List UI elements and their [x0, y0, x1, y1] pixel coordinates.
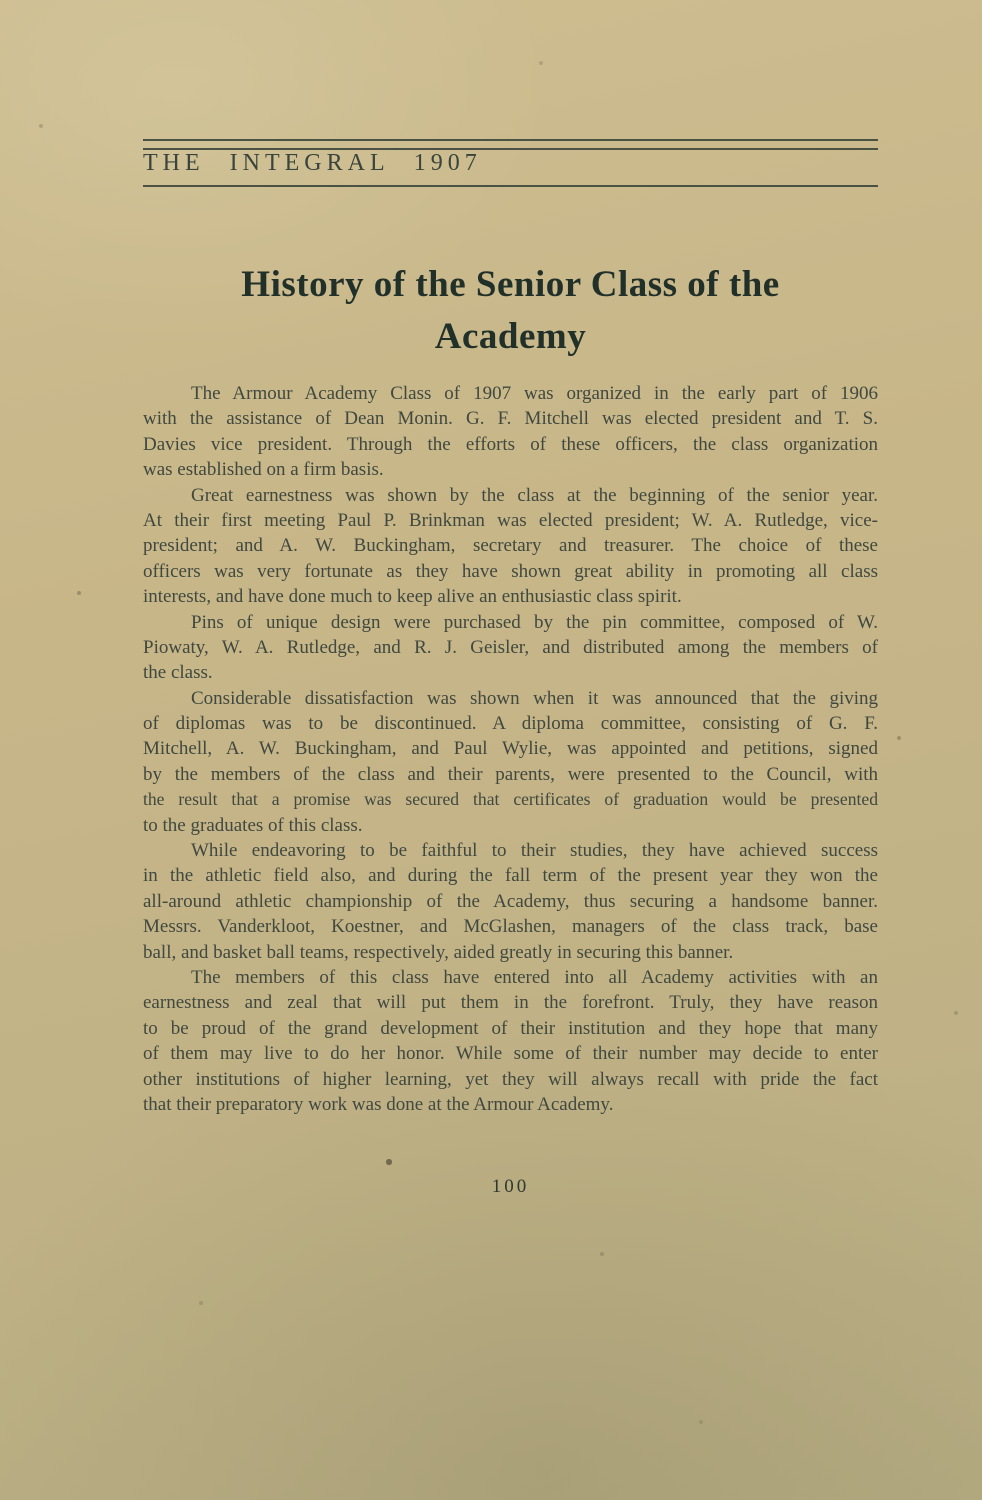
text-line: Considerable dissatisfaction was shown when it was announced that the giving — [191, 687, 878, 709]
text-line: in the athletic field also, and during the fall term of the present year they won the — [143, 865, 878, 887]
text-line: earnestness and zeal that will put them in the forefront. Truly, they have reason — [143, 992, 878, 1014]
text-line: to be proud of the grand development of their institution and they hope that many — [143, 1017, 878, 1039]
text-line: the result that a promise was secured that certificates of graduation would be presented — [143, 789, 878, 810]
page-title-line-1: History of the Senior Class of the — [241, 264, 780, 305]
text-line: Piowaty, W. A. Rutledge, and R. J. Geisler, and distributed among the members of — [143, 636, 878, 658]
text-line: other institutions of higher learning, yet they will always recall with pride the fact — [143, 1068, 878, 1090]
text-line: Davies vice president. Through the efforts of these officers, the class organization — [143, 433, 878, 455]
text-line: all-around athletic championship of the Academy, thus securing a handsome banner. — [143, 890, 878, 912]
text-line: At their first meeting Paul P. Brinkman was elected president; W. A. Rutledge, vice- — [143, 509, 878, 531]
text-line: president; and A. W. Buckingham, secretary and treasurer. The choice of these — [143, 535, 878, 557]
paper-specks — [0, 0, 2, 2]
paragraph — [143, 686, 878, 838]
page-title-line-2: Academy — [434, 316, 587, 357]
text-line: the class. — [143, 662, 213, 684]
text-line: with the assistance of Dean Monin. G. F. Mitchell was elected president and T. S. — [143, 408, 878, 430]
paragraph — [143, 381, 878, 483]
paragraph — [143, 610, 878, 686]
page-number: 100 — [491, 1176, 530, 1197]
body-text — [143, 381, 878, 1117]
text-line: by the members of the class and their parents, were presented to the Council, with — [143, 763, 878, 785]
page-title — [123, 259, 898, 363]
text-line: While endeavoring to be faithful to their studies, they have achieved success — [191, 840, 878, 862]
paragraph — [143, 483, 878, 610]
text-line: Messrs. Vanderkloot, Koestner, and McGlashen, managers of the class track, base — [143, 916, 878, 938]
paragraph — [143, 838, 878, 965]
text-line: The members of this class have entered into all Academy activities with an — [191, 966, 878, 988]
text-line: officers was very fortunate as they have shown great ability in promoting all class — [143, 560, 878, 582]
text-line: was established on a firm basis. — [143, 459, 384, 481]
text-line: of diplomas was to be discontinued. A diploma committee, consisting of G. F. — [143, 713, 878, 735]
masthead-single-rule — [143, 185, 878, 187]
text-line: The Armour Academy Class of 1907 was organized in the early part of 1906 — [191, 383, 878, 404]
text-line: interests, and have done much to keep alive an enthusiastic class spirit. — [143, 586, 682, 608]
text-line: Great earnestness was shown by the class at the beginning of the senior year. — [191, 484, 878, 506]
text-line: of them may live to do her honor. While some of their number may decide to enter — [143, 1043, 878, 1065]
masthead-title: THE INTEGRAL 1907 — [143, 150, 482, 176]
text-line: Mitchell, A. W. Buckingham, and Paul Wylie, was appointed and petitions, signed — [143, 738, 878, 760]
text-line: ball, and basket ball teams, respectively, aided greatly in securing this banner. — [143, 941, 734, 963]
text-line: Pins of unique design were purchased by the pin committee, composed of W. — [191, 611, 878, 633]
paragraph — [143, 965, 878, 1117]
text-line: that their preparatory work was done at the Armour Academy. — [143, 1093, 614, 1115]
masthead-double-rule — [143, 139, 878, 150]
text-line: to the graduates of this class. — [143, 814, 363, 836]
